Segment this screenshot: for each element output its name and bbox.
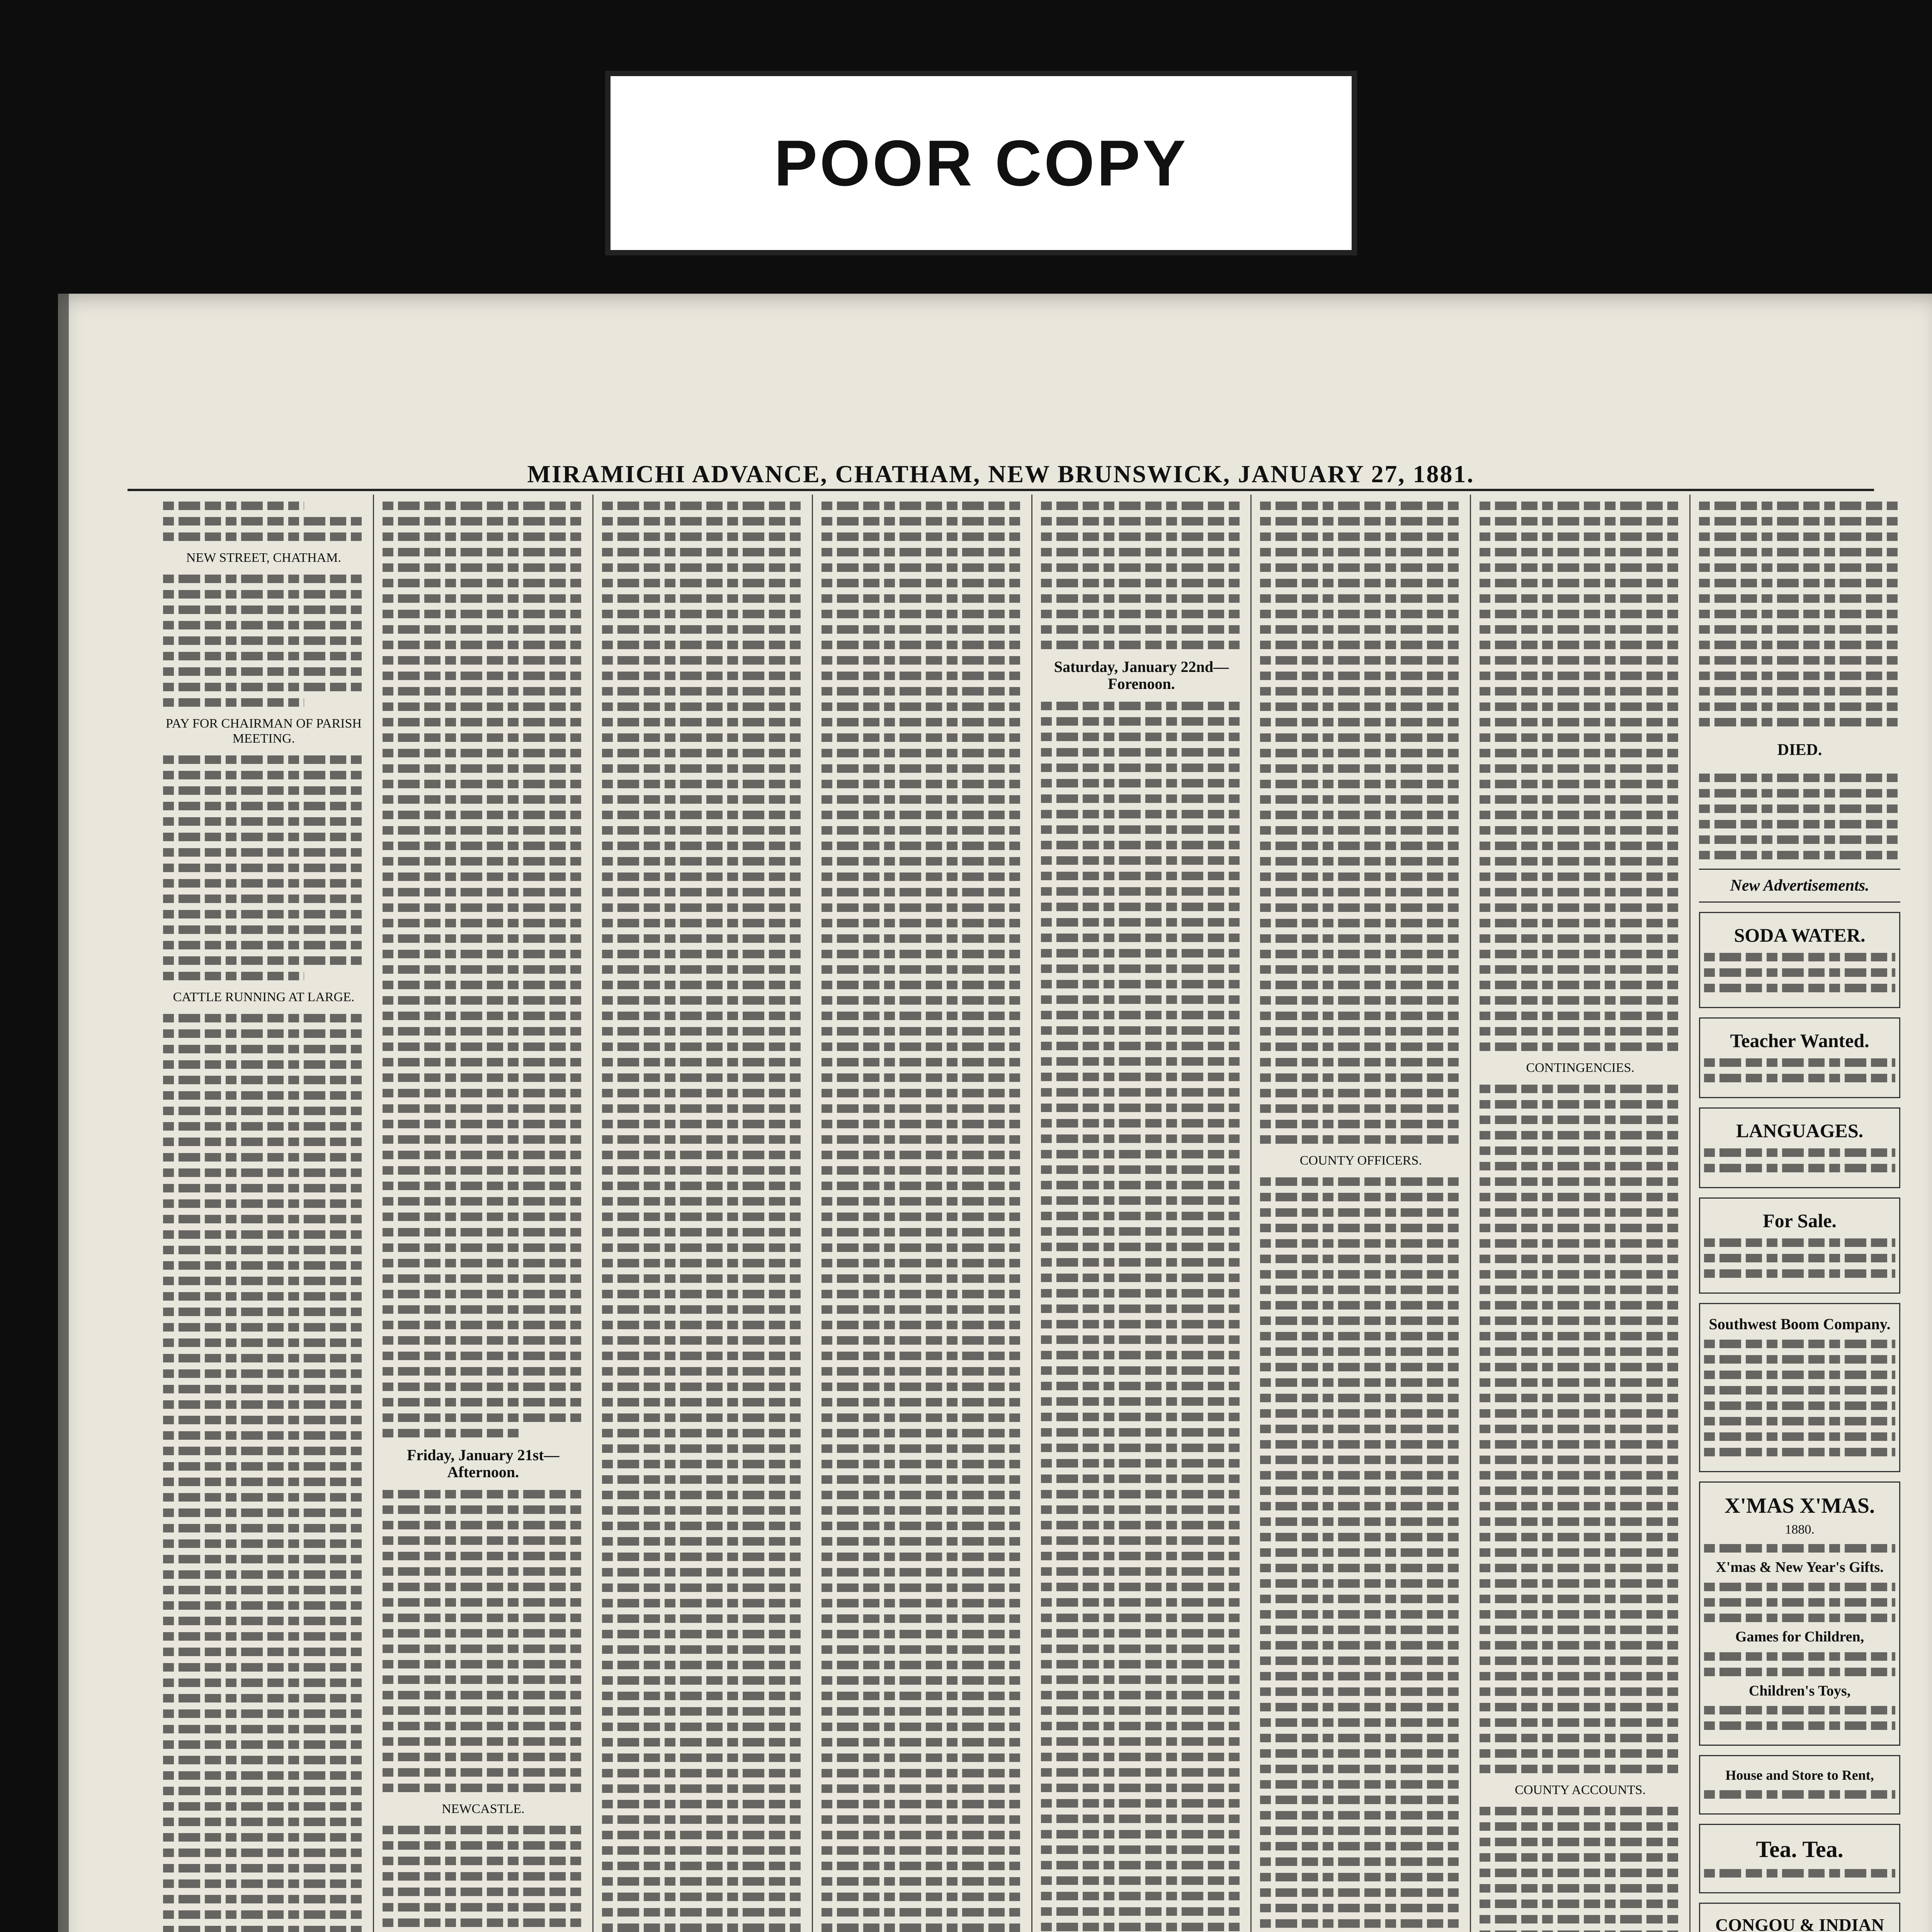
section-heading-county-officers: COUNTY OFFICERS. bbox=[1299, 1153, 1422, 1168]
died-heading: DIED. bbox=[1777, 741, 1822, 759]
section-heading-saturday: Saturday, January 22nd—Forenoon. bbox=[1054, 658, 1229, 692]
column-7 bbox=[1470, 495, 1689, 1932]
masthead-rule bbox=[128, 489, 1874, 491]
congou-teas: CONGOU & INDIAN bbox=[1715, 1915, 1884, 1932]
column-6 bbox=[1250, 495, 1470, 1932]
new-advertisements-heading: New Advertisements. bbox=[1730, 877, 1869, 895]
section-heading-cattle: CATTLE RUNNING AT LARGE. bbox=[173, 990, 355, 1005]
xmas-gifts: X'mas & New Year's Gifts. bbox=[1716, 1559, 1884, 1576]
column-3 bbox=[592, 495, 812, 1932]
soda-water-ad: SODA WATER. bbox=[1734, 924, 1866, 946]
section-heading-newcastle: NEWCASTLE. bbox=[442, 1802, 525, 1816]
poor-copy-label: POOR COPY bbox=[774, 126, 1188, 199]
section-heading-pay-chairman: PAY FOR CHAIRMAN OF PARISH MEETING. bbox=[165, 716, 362, 746]
tea-ad-heading: Tea. Tea. bbox=[1756, 1837, 1844, 1862]
column-2 bbox=[373, 495, 592, 1932]
section-heading-new-street: NEW STREET, CHATHAM. bbox=[186, 551, 341, 565]
masthead-title: MIRAMICHI ADVANCE, CHATHAM, NEW BRUNSWICK, JANUARY 27, 1881. bbox=[527, 460, 1475, 488]
column-5 bbox=[1031, 495, 1251, 1932]
xmas-ad-heading: X'MAS X'MAS. bbox=[1725, 1494, 1875, 1518]
southwest-boom-ad: Southwest Boom Company. bbox=[1709, 1315, 1891, 1333]
section-heading-county-accounts: COUNTY ACCOUNTS. bbox=[1515, 1783, 1646, 1798]
column-8-advertisements bbox=[1689, 495, 1909, 1932]
xmas-ad-year: 1880. bbox=[1785, 1522, 1815, 1537]
games-for-children: Games for Children, bbox=[1735, 1628, 1864, 1645]
languages-ad: LANGUAGES. bbox=[1736, 1120, 1864, 1142]
for-sale-ad: For Sale. bbox=[1763, 1210, 1837, 1232]
column-1 bbox=[155, 495, 373, 1932]
teacher-wanted-ad: Teacher Wanted. bbox=[1730, 1030, 1869, 1052]
childrens-toys: Children's Toys, bbox=[1748, 1682, 1851, 1699]
article-columns bbox=[155, 495, 1909, 1932]
section-heading-contingencies: CONTINGENCIES. bbox=[1526, 1061, 1634, 1075]
section-heading-friday: Friday, January 21st—Afternoon. bbox=[407, 1446, 560, 1481]
column-4 bbox=[812, 495, 1031, 1932]
poor-copy-stamp bbox=[605, 71, 1357, 255]
house-store-ad: House and Store to Rent, bbox=[1725, 1767, 1874, 1783]
newspaper-page bbox=[58, 294, 1932, 1932]
page-edge-shadow bbox=[58, 294, 69, 1932]
